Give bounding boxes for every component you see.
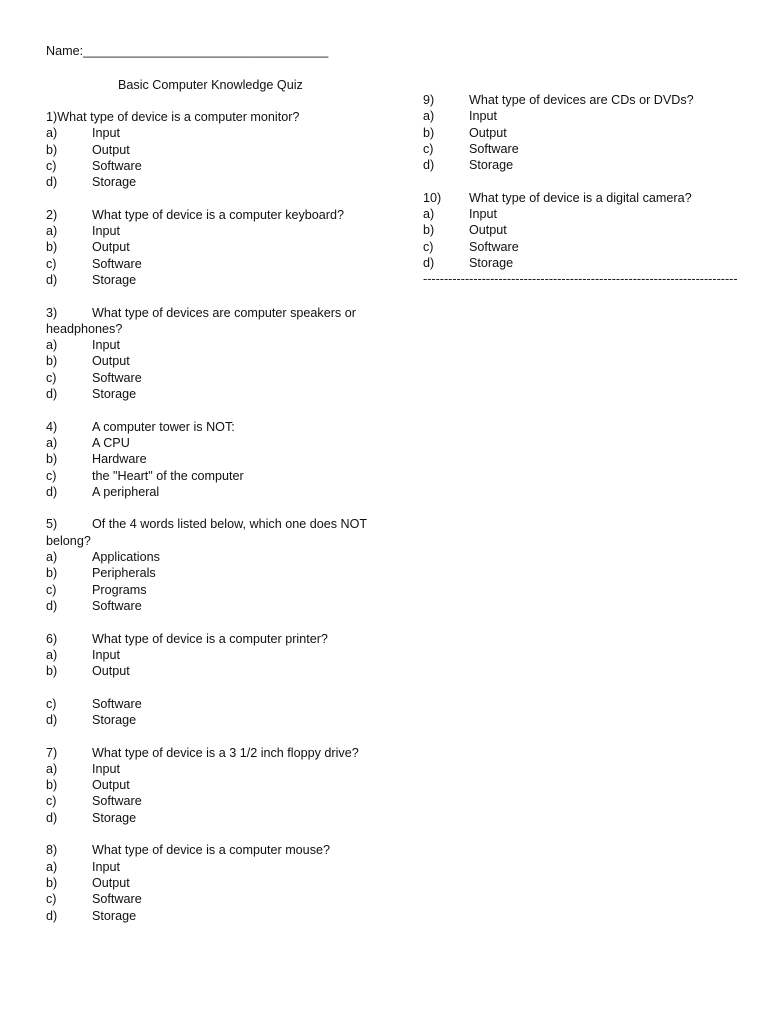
option-letter: a) [423, 207, 435, 222]
option-letter: b) [46, 452, 58, 467]
option-text: Input [92, 859, 121, 874]
option-a [46, 549, 406, 565]
option-a [46, 647, 406, 663]
option-letter: b) [46, 354, 58, 369]
option-text: Output [92, 354, 130, 369]
option-b [46, 239, 406, 255]
question-text: What type of device is a computer keyboard? [92, 207, 345, 222]
option-letter: c) [423, 141, 434, 156]
option-letter: c) [46, 256, 57, 271]
option-b [46, 875, 406, 891]
option-text: Output [469, 223, 507, 238]
question-number: 2) [46, 207, 58, 222]
option-letter: a) [46, 859, 58, 874]
option-text: Input [469, 109, 498, 124]
option-d [46, 386, 406, 402]
option-letter: b) [46, 142, 58, 157]
option-text: Storage [92, 810, 137, 825]
question-text: A computer tower is NOT: [92, 419, 235, 434]
option-text: Input [92, 761, 121, 776]
question-text-cont: headphones? [46, 321, 123, 336]
question-number: 1) [46, 110, 58, 124]
option-text: Storage [469, 158, 514, 173]
option-text: Storage [92, 387, 137, 402]
option-text: Output [92, 240, 130, 255]
option-text: Storage [92, 175, 137, 190]
option-text: Software [92, 598, 142, 613]
question-number: 4) [46, 419, 58, 434]
option-letter: d) [46, 387, 58, 402]
option-letter: b) [46, 778, 58, 793]
option-letter: b) [46, 875, 58, 890]
option-b [46, 565, 406, 581]
option-c [423, 239, 743, 255]
option-a [46, 337, 406, 353]
question-9 [423, 92, 743, 173]
option-c [46, 256, 406, 272]
option-a [423, 206, 743, 222]
question-number: 10) [423, 190, 442, 205]
option-letter: c) [46, 158, 57, 173]
option-b [46, 451, 406, 467]
option-text: Storage [92, 272, 137, 287]
option-text: Input [92, 647, 121, 662]
question-text: What type of devices are computer speakers or [92, 305, 356, 320]
option-letter: d) [46, 272, 58, 287]
option-a [46, 223, 406, 239]
option-text: Hardware [92, 452, 147, 467]
option-b [423, 125, 743, 141]
option-d [46, 272, 406, 288]
option-letter: d) [46, 810, 58, 825]
option-letter: d) [423, 255, 435, 270]
question-6 [46, 631, 406, 729]
page-title: Basic Computer Knowledge Quiz [118, 78, 303, 92]
question-text: Of the 4 words listed below, which one does NOT [92, 517, 368, 532]
option-letter: d) [46, 712, 58, 727]
question-number: 8) [46, 843, 58, 858]
option-c [46, 582, 406, 598]
option-letter: c) [46, 696, 57, 711]
option-letter: d) [46, 598, 58, 613]
option-text: A CPU [92, 435, 130, 450]
option-b [46, 142, 406, 158]
option-text: A peripheral [92, 484, 160, 499]
question-4 [46, 419, 406, 500]
option-c [46, 696, 406, 712]
option-d [46, 908, 406, 924]
option-letter: a) [46, 647, 58, 662]
option-a [46, 435, 406, 451]
option-text: Output [92, 664, 130, 679]
question-text: What type of devices are CDs or DVDs? [469, 93, 694, 107]
option-letter: d) [46, 908, 58, 923]
option-letter: b) [46, 566, 58, 581]
option-letter: d) [46, 175, 58, 190]
question-number: 5) [46, 517, 58, 532]
option-text: Software [92, 892, 142, 907]
question-7 [46, 745, 406, 826]
option-letter: c) [46, 794, 57, 809]
question-number: 3) [46, 305, 58, 320]
option-text: Software [92, 696, 142, 711]
option-letter: a) [46, 550, 58, 565]
option-text: Output [92, 875, 130, 890]
option-text: Software [92, 256, 142, 271]
option-a [46, 761, 406, 777]
question-text: What type of device is a computer mouse? [92, 843, 330, 858]
name-line: Name:___________________________________ [46, 44, 329, 58]
option-text: Input [92, 126, 121, 141]
option-d [46, 598, 406, 614]
question-5 [46, 516, 406, 614]
right-column [423, 92, 743, 288]
option-text: Output [92, 778, 130, 793]
option-text: Input [92, 338, 121, 353]
option-d [46, 174, 406, 190]
option-letter: c) [423, 239, 434, 254]
option-text: Software [92, 370, 142, 385]
option-letter: a) [46, 435, 58, 450]
option-text: Programs [92, 582, 147, 597]
option-c [46, 370, 406, 386]
question-text: What type of device is a 3 1/2 inch floppy drive? [92, 745, 359, 760]
question-8 [46, 842, 406, 923]
question-text: What type of device is a digital camera? [469, 190, 692, 205]
question-text: What type of device is a computer monitor? [57, 110, 300, 124]
option-letter: b) [423, 223, 435, 238]
option-letter: a) [423, 109, 435, 124]
question-text-cont: belong? [46, 533, 91, 548]
option-letter: d) [46, 484, 58, 499]
option-d [46, 712, 406, 728]
option-text: Storage [92, 908, 137, 923]
option-c [46, 158, 406, 174]
option-c [46, 793, 406, 809]
option-text: Input [469, 207, 498, 222]
option-letter: a) [46, 224, 58, 239]
question-3 [46, 305, 406, 403]
option-c [46, 468, 406, 484]
option-b [46, 353, 406, 369]
option-c [46, 891, 406, 907]
left-column [46, 109, 406, 924]
option-a [46, 859, 406, 875]
option-letter: c) [46, 468, 57, 483]
option-text: Software [469, 141, 519, 156]
separator-line: --------------------------------------------------------------------------- [423, 272, 738, 287]
option-a [46, 125, 406, 141]
option-text: Applications [92, 550, 160, 565]
option-letter: c) [46, 582, 57, 597]
option-letter: a) [46, 338, 58, 353]
option-d [423, 157, 743, 173]
option-text: Software [92, 158, 142, 173]
option-letter: c) [46, 370, 57, 385]
option-d [423, 255, 743, 271]
option-letter: a) [46, 126, 58, 141]
question-number: 7) [46, 745, 58, 760]
option-b [423, 222, 743, 238]
option-letter: d) [423, 158, 435, 173]
option-text: Storage [92, 712, 137, 727]
option-letter: b) [423, 125, 435, 140]
question-text: What type of device is a computer printer? [92, 631, 328, 646]
option-text: Output [92, 142, 130, 157]
option-letter: a) [46, 761, 58, 776]
option-d [46, 810, 406, 826]
option-text: Software [469, 239, 519, 254]
option-letter: c) [46, 892, 57, 907]
option-text: Output [469, 125, 507, 140]
option-b [46, 663, 406, 679]
option-letter: b) [46, 240, 58, 255]
question-2 [46, 207, 406, 288]
option-letter: b) [46, 664, 58, 679]
question-number: 9) [423, 93, 435, 107]
option-text: Input [92, 224, 121, 239]
option-text: Peripherals [92, 566, 156, 581]
option-text: the "Heart" of the computer [92, 468, 244, 483]
question-10 [423, 190, 743, 271]
option-text: Storage [469, 255, 514, 270]
option-text: Software [92, 794, 142, 809]
question-1 [46, 109, 406, 190]
option-b [46, 777, 406, 793]
question-number: 6) [46, 631, 58, 646]
option-a [423, 108, 743, 124]
option-d [46, 484, 406, 500]
option-c [423, 141, 743, 157]
